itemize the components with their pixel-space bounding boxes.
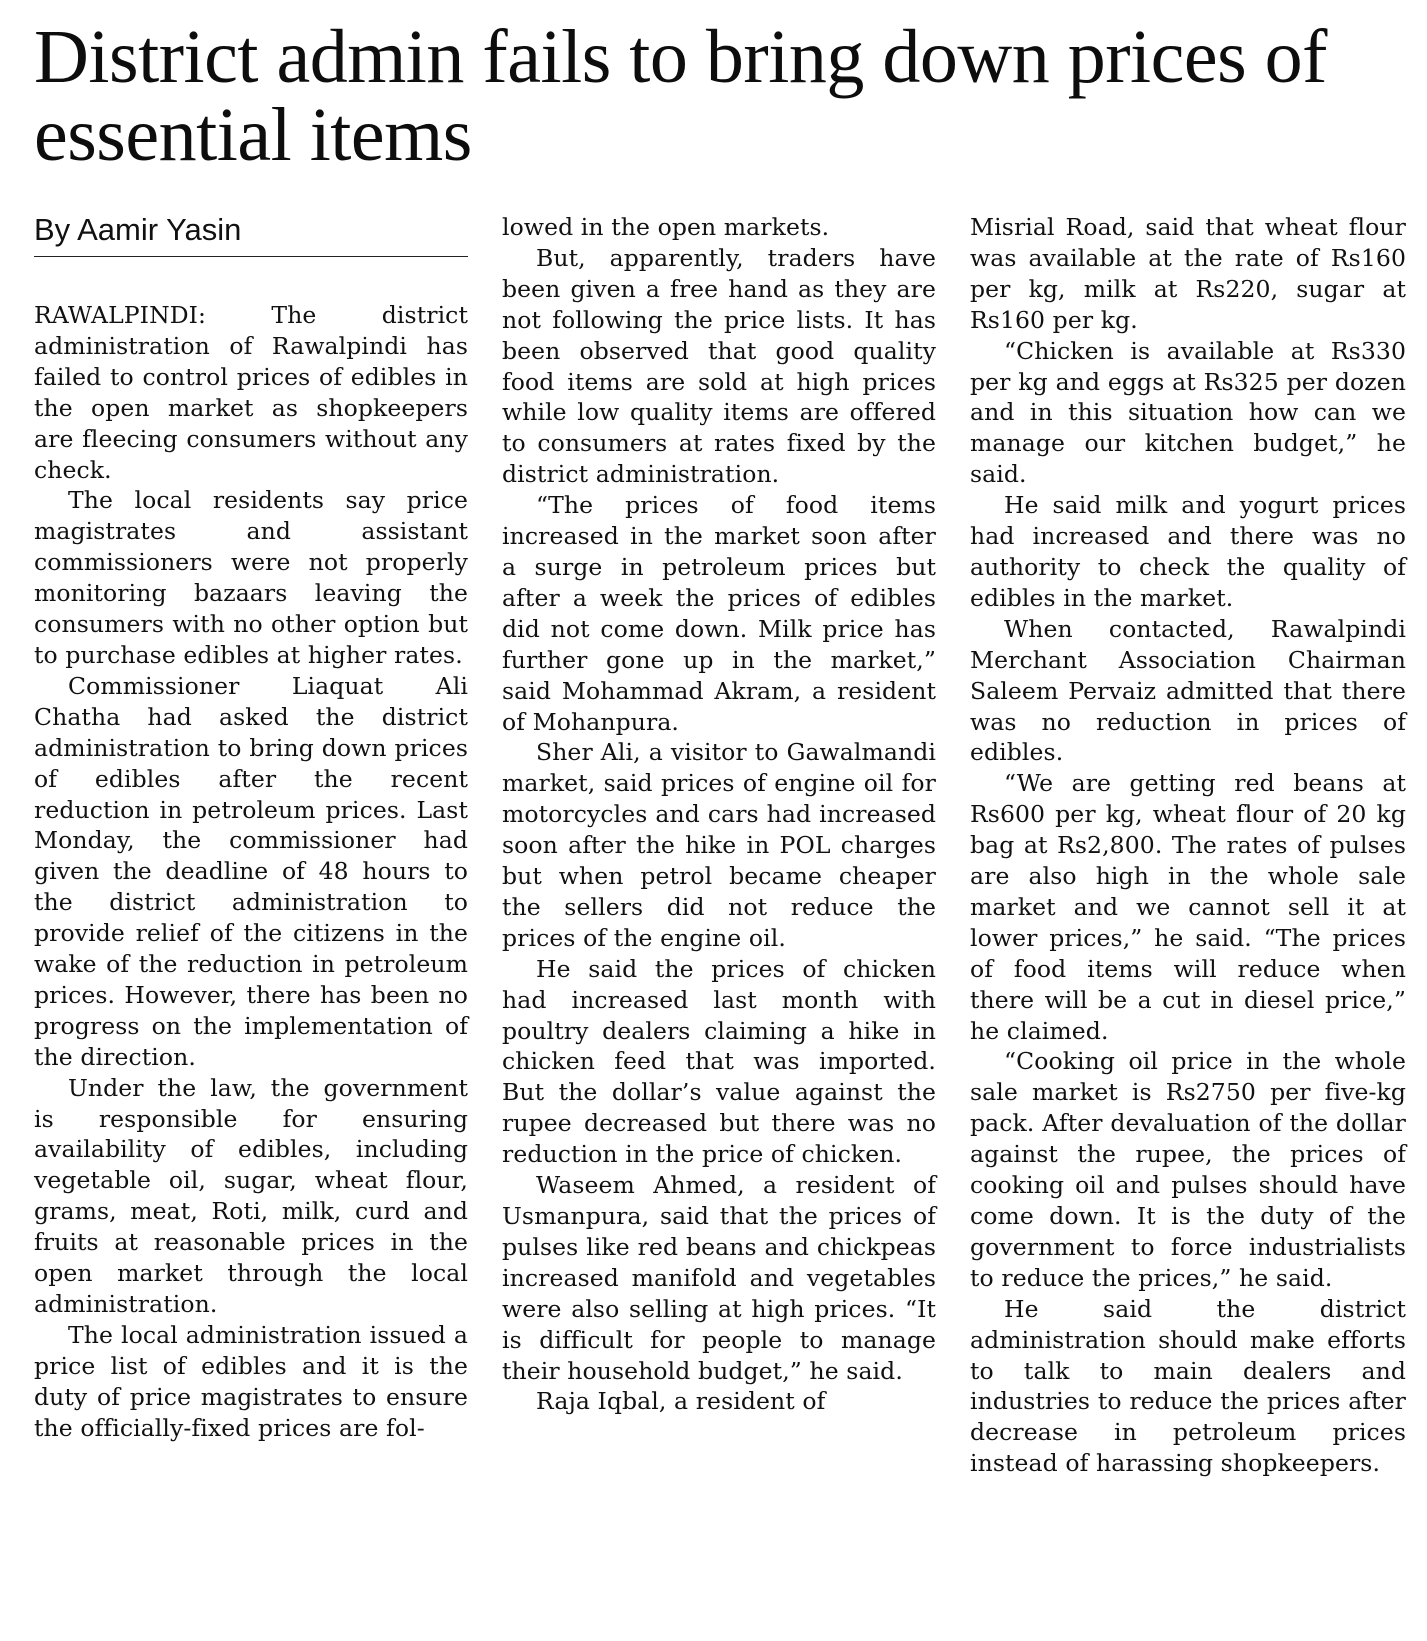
paragraph: When contacted, Rawalpindi Merchant Association Chairman Saleem Pervaiz admitted that there was no reduction in prices of edibles. — [970, 614, 1406, 767]
paragraph: lowed in the open markets. — [502, 213, 830, 241]
paragraph: Waseem Ahmed, a resident of Usmanpura, said that the prices of pulses like red beans and chickpeas increased manifold and vegetables were also selling at high prices. “It is difficult for people to manage their household budget,” he said. — [502, 1171, 936, 1385]
paragraph: “The prices of food items increased in the market soon after a surge in petroleum prices but after a week the prices of edibles did not come down. Milk price has further gone up in the market,” said Mohammad Akram, a resident of Mohanpura. — [502, 491, 936, 736]
paragraph: Under the law, the government is responsible for ensuring availability of edibles, including vegetable oil, sugar, wheat flour, grams, meat, Roti, milk, curd and fruits at reasonable prices in the open market through the local administration. — [34, 1073, 468, 1318]
paragraph: Sher Ali, a visitor to Gawalmandi market, said prices of engine oil for motorcycles and cars had increased soon after the hike in POL charges but when petrol became cheaper the sellers did not reduce the prices of the engine oil. — [502, 738, 936, 952]
paragraph: The local administration issued a price list of edibles and it is the duty of price magistrates to ensure the officially-fixed prices are fol- — [34, 1320, 468, 1442]
paragraph: RAWALPINDI: The district administration of Rawalpindi has failed to control prices of edibles in the open market as shopkeepers are fleecing consumers without any check. — [34, 301, 468, 484]
byline: By Aamir Yasin — [34, 210, 468, 257]
article-column-3 — [970, 212, 1406, 1479]
article-column-2 — [502, 212, 936, 1417]
paragraph: The local residents say price magistrates and assistant commissioners were not properly monitoring bazaars leaving the consumers with no other option but to purchase edibles at higher rates. — [34, 486, 468, 669]
headline: District admin fails to bring down prices of essential items — [34, 15, 1327, 177]
paragraph: But, apparently, traders have been given a free hand as they are not following the price lists. It has been observed that good quality food items are sold at high prices while low quality items are offered to consumers at rates fixed by the district administration. — [502, 243, 936, 489]
paragraph: Misrial Road, said that wheat flour was available at the rate of Rs160 per kg, milk at Rs220, sugar at Rs160 per kg. — [970, 213, 1406, 334]
article-column-1 — [34, 300, 468, 1444]
paragraph: He said milk and yogurt prices had increased and there was no authority to check the quality of edibles in the market. — [970, 491, 1406, 612]
paragraph: He said the district administration should make efforts to talk to main dealers and industries to reduce the prices after decrease in petroleum prices instead of harassing shopkeepers. — [970, 1294, 1406, 1478]
paragraph: He said the prices of chicken had increased last month with poultry dealers claiming a hike in chicken feed that was imported. But the dollar’s value against the rupee decreased but there was no reduction in the price of chicken. — [502, 954, 936, 1169]
paragraph: Raja Iqbal, a resident of — [536, 1387, 826, 1416]
paragraph: “We are getting red beans at Rs600 per kg, wheat flour of 20 kg bag at Rs2,800. The rates of pulses are also high in the whole sale market and we cannot sell it at lower prices,” he said. “The prices of food items will reduce when there will be a cut in diesel price,” he claimed. — [970, 769, 1406, 1045]
paragraph: “Cooking oil price in the whole sale market is Rs2750 per five-kg pack. After devaluation of the dollar against the rupee, the prices of cooking oil and pulses should have come down. It is the duty of the government to force industrialists to reduce the prices,” he said. — [970, 1047, 1406, 1292]
paragraph: Commissioner Liaquat Ali Chatha had asked the district administration to bring down prices of edibles after the recent reduction in petroleum prices. Last Monday, the commissioner had given the deadline of 48 hours to the district administration to provide relief of the citizens in the wake of the reduction in petroleum prices. However, there has been no progress on the implementation of the direction. — [34, 671, 468, 1071]
paragraph: “Chicken is available at Rs330 per kg and eggs at Rs325 per dozen and in this situation how can we manage our kitchen budget,” he said. — [970, 336, 1406, 489]
